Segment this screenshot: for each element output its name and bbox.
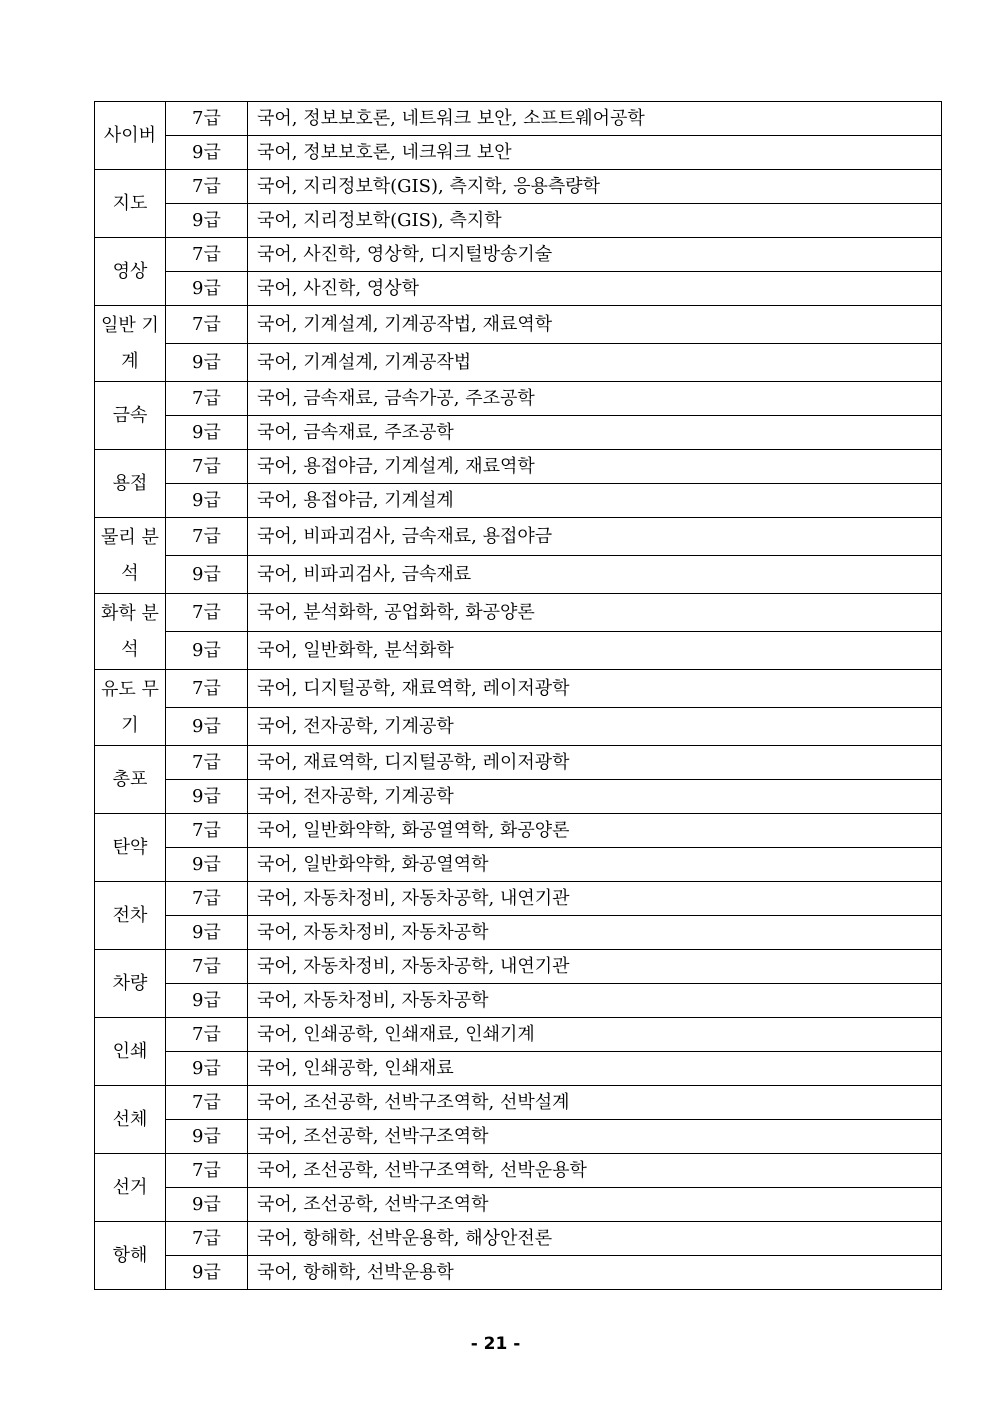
subjects-9-cell: 국어, 인쇄공학, 인쇄재료: [248, 1052, 942, 1086]
table-row: [95, 594, 942, 632]
subjects-9-cell: 국어, 조선공학, 선박구조역학: [248, 1120, 942, 1154]
subjects-7-cell: 국어, 기계설계, 기계공작법, 재료역학: [248, 306, 942, 344]
field-name-cell: [95, 670, 166, 746]
table-row: [95, 484, 942, 518]
grade-9-cell: 9급: [166, 632, 248, 670]
field-name-cell: [95, 382, 166, 450]
subjects-7-cell: 국어, 용접야금, 기계설계, 재료역학: [248, 450, 942, 484]
field-name-cell: [95, 1086, 166, 1154]
subjects-9-cell: 국어, 사진학, 영상학: [248, 272, 942, 306]
grade-7-cell: 7급: [166, 882, 248, 916]
field-name: 인쇄: [112, 1040, 148, 1062]
grade-9-cell: 9급: [166, 272, 248, 306]
field-name: 전차: [112, 904, 148, 926]
grade-7-cell: 7급: [166, 238, 248, 272]
subjects-7-cell: 국어, 비파괴검사, 금속재료, 용접야금: [248, 518, 942, 556]
grade-9-cell: 9급: [166, 204, 248, 238]
field-name-cell: [95, 1222, 166, 1290]
table-row: [95, 848, 942, 882]
grade-7-cell: 7급: [166, 814, 248, 848]
field-name: 항해: [112, 1244, 148, 1266]
subjects-7-cell: 국어, 항해학, 선박운용학, 해상안전론: [248, 1222, 942, 1256]
field-name: 탄약: [112, 836, 148, 858]
field-name-cell: [95, 1018, 166, 1086]
field-name: 사이버: [103, 124, 157, 146]
grade-7-cell: 7급: [166, 170, 248, 204]
field-name-cell: [95, 450, 166, 518]
grade-9-cell: 9급: [166, 556, 248, 594]
field-name-cell: [95, 882, 166, 950]
subjects-7-cell: 국어, 일반화약학, 화공열역학, 화공양론: [248, 814, 942, 848]
table-row: [95, 916, 942, 950]
field-name-cell: [95, 1154, 166, 1222]
field-name-cell: [95, 518, 166, 594]
table-row: [95, 518, 942, 556]
table-row: [95, 1120, 942, 1154]
subjects-7-cell: 국어, 재료역학, 디지털공학, 레이저광학: [248, 746, 942, 780]
subjects-9-cell: 국어, 지리정보학(GIS), 측지학: [248, 204, 942, 238]
grade-9-cell: 9급: [166, 916, 248, 950]
table-row: [95, 450, 942, 484]
table-row: [95, 136, 942, 170]
subjects-9-cell: 국어, 자동차정비, 자동차공학: [248, 916, 942, 950]
grade-9-cell: 9급: [166, 1120, 248, 1154]
field-name: 지도: [112, 192, 148, 214]
grade-9-cell: 9급: [166, 136, 248, 170]
grade-7-cell: 7급: [166, 1154, 248, 1188]
table-row: [95, 632, 942, 670]
grade-7-cell: 7급: [166, 746, 248, 780]
table-row: [95, 556, 942, 594]
grade-7-cell: 7급: [166, 1222, 248, 1256]
field-name-cell: [95, 746, 166, 814]
subjects-9-cell: 국어, 용접야금, 기계설계: [248, 484, 942, 518]
grade-9-cell: 9급: [166, 1188, 248, 1222]
field-name-cell: [95, 170, 166, 238]
table-row: [95, 746, 942, 780]
subjects-9-cell: 국어, 비파괴검사, 금속재료: [248, 556, 942, 594]
field-name: 차량: [112, 972, 148, 994]
subjects-9-cell: 국어, 항해학, 선박운용학: [248, 1256, 942, 1290]
grade-7-cell: 7급: [166, 594, 248, 632]
subjects-9-cell: 국어, 금속재료, 주조공학: [248, 416, 942, 450]
table-row: [95, 670, 942, 708]
subjects-7-cell: 국어, 사진학, 영상학, 디지털방송기술: [248, 238, 942, 272]
grade-7-cell: 7급: [166, 102, 248, 136]
table-row: [95, 204, 942, 238]
subjects-7-cell: 국어, 금속재료, 금속가공, 주조공학: [248, 382, 942, 416]
subjects-9-cell: 국어, 기계설계, 기계공작법: [248, 344, 942, 382]
table-row: [95, 344, 942, 382]
grade-7-cell: 7급: [166, 306, 248, 344]
grade-7-cell: 7급: [166, 518, 248, 556]
field-name: 유도 무기: [101, 678, 159, 736]
field-name-cell: [95, 102, 166, 170]
table-row: [95, 306, 942, 344]
field-name-cell: [95, 814, 166, 882]
table-row: [95, 1154, 942, 1188]
grade-9-cell: 9급: [166, 344, 248, 382]
field-name: 용접: [112, 472, 148, 494]
subjects-7-cell: 국어, 정보보호론, 네트워크 보안, 소프트웨어공학: [248, 102, 942, 136]
grade-9-cell: 9급: [166, 416, 248, 450]
subjects-7-cell: 국어, 자동차정비, 자동차공학, 내연기관: [248, 950, 942, 984]
exam-subjects-table: [94, 101, 942, 1290]
table-row: [95, 382, 942, 416]
subjects-9-cell: 국어, 일반화학, 분석화학: [248, 632, 942, 670]
grade-9-cell: 9급: [166, 484, 248, 518]
table-row: [95, 1256, 942, 1290]
table-row: [95, 1188, 942, 1222]
field-name-cell: [95, 238, 166, 306]
table-row: [95, 272, 942, 306]
grade-9-cell: 9급: [166, 1256, 248, 1290]
table-row: [95, 1222, 942, 1256]
table-row: [95, 814, 942, 848]
field-name: 물리 분석: [101, 526, 159, 584]
table-row: [95, 950, 942, 984]
table-row: [95, 1052, 942, 1086]
subjects-9-cell: 국어, 전자공학, 기계공학: [248, 780, 942, 814]
grade-7-cell: 7급: [166, 1018, 248, 1052]
field-name: 영상: [112, 260, 148, 282]
table-row: [95, 1086, 942, 1120]
subjects-7-cell: 국어, 디지털공학, 재료역학, 레이저광학: [248, 670, 942, 708]
field-name-cell: [95, 306, 166, 382]
grade-9-cell: 9급: [166, 780, 248, 814]
grade-7-cell: 7급: [166, 382, 248, 416]
grade-9-cell: 9급: [166, 1052, 248, 1086]
field-name: 선거: [112, 1176, 148, 1198]
table-row: [95, 984, 942, 1018]
table-row: [95, 780, 942, 814]
subjects-7-cell: 국어, 조선공학, 선박구조역학, 선박설계: [248, 1086, 942, 1120]
table-row: [95, 170, 942, 204]
field-name: 금속: [112, 404, 148, 426]
grade-9-cell: 9급: [166, 984, 248, 1018]
table-row: [95, 102, 942, 136]
subjects-7-cell: 국어, 분석화학, 공업화학, 화공양론: [248, 594, 942, 632]
grade-7-cell: 7급: [166, 450, 248, 484]
table-row: [95, 416, 942, 450]
field-name: 선체: [112, 1108, 148, 1130]
subjects-9-cell: 국어, 전자공학, 기계공학: [248, 708, 942, 746]
subjects-9-cell: 국어, 일반화약학, 화공열역학: [248, 848, 942, 882]
field-name: 화학 분석: [101, 602, 159, 660]
table-row: [95, 238, 942, 272]
field-name: 총포: [112, 768, 148, 790]
subjects-7-cell: 국어, 인쇄공학, 인쇄재료, 인쇄기계: [248, 1018, 942, 1052]
field-name: 일반 기계: [101, 314, 159, 372]
field-name-cell: [95, 594, 166, 670]
subjects-7-cell: 국어, 지리정보학(GIS), 측지학, 응용측량학: [248, 170, 942, 204]
subjects-7-cell: 국어, 자동차정비, 자동차공학, 내연기관: [248, 882, 942, 916]
grade-9-cell: 9급: [166, 708, 248, 746]
subjects-9-cell: 국어, 정보보호론, 네크워크 보안: [248, 136, 942, 170]
subjects-9-cell: 국어, 자동차정비, 자동차공학: [248, 984, 942, 1018]
table-row: [95, 708, 942, 746]
page-number: - 21 -: [470, 1334, 521, 1354]
grade-7-cell: 7급: [166, 950, 248, 984]
field-name-cell: [95, 950, 166, 1018]
grade-7-cell: 7급: [166, 670, 248, 708]
subjects-9-cell: 국어, 조선공학, 선박구조역학: [248, 1188, 942, 1222]
subjects-7-cell: 국어, 조선공학, 선박구조역학, 선박운용학: [248, 1154, 942, 1188]
grade-7-cell: 7급: [166, 1086, 248, 1120]
grade-9-cell: 9급: [166, 848, 248, 882]
table-row: [95, 882, 942, 916]
table-row: [95, 1018, 942, 1052]
